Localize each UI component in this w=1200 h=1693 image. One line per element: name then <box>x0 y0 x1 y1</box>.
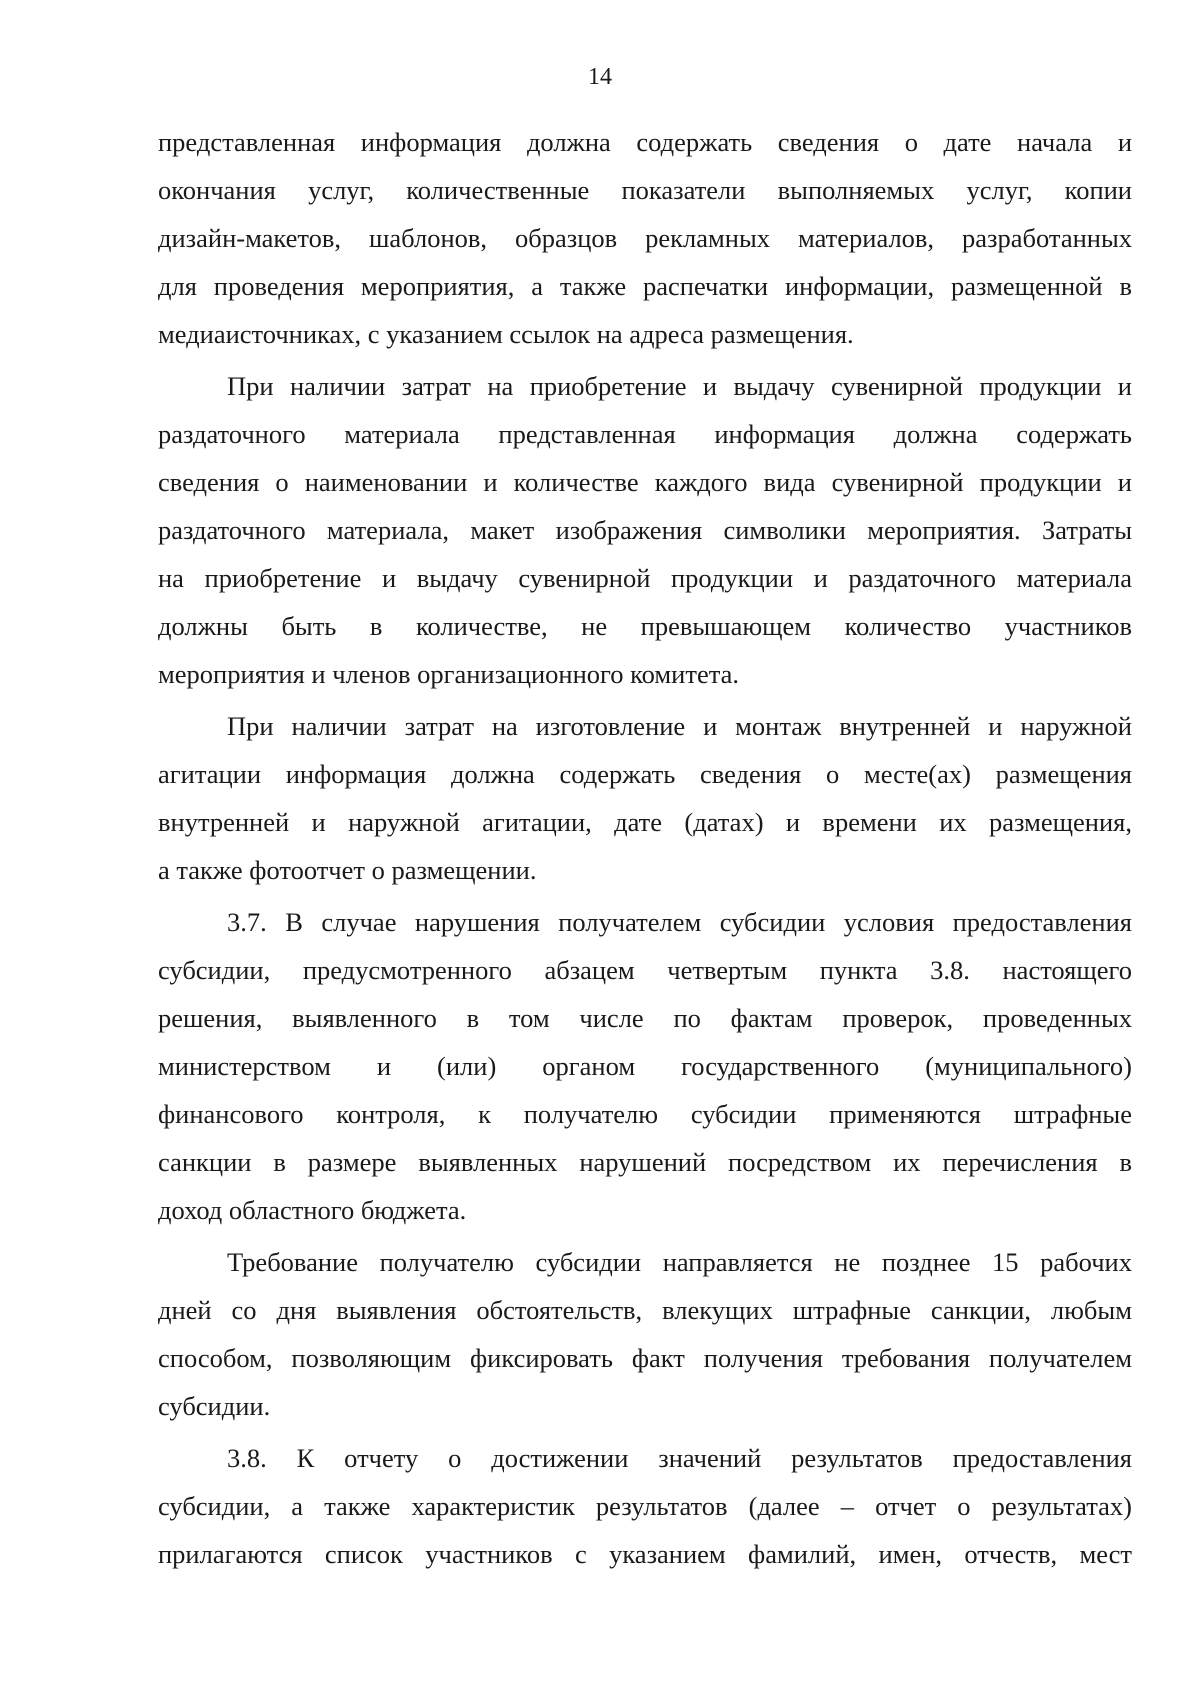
text-line: а также фотоотчет о размещении. <box>158 855 537 885</box>
text-line: доход областного бюджета. <box>158 1195 467 1225</box>
text-line: прилагаются список участников с указанием фамилий, имен, отчеств, мест <box>158 1539 1132 1569</box>
text-line: дизайн-макетов, шаблонов, образцов рекламных материалов, разработанных <box>158 223 1132 253</box>
text-line: агитации информация должна содержать сведения о месте(ах) размещения <box>158 759 1132 789</box>
text-line: санкции в размере выявленных нарушений посредством их перечисления в <box>158 1147 1132 1177</box>
text-line: сведения о наименовании и количестве каждого вида сувенирной продукции и <box>158 467 1132 497</box>
page-number: 14 <box>588 64 612 90</box>
text-line: мероприятия и членов организационного комитета. <box>158 659 739 689</box>
paragraph <box>158 702 1132 894</box>
text-line: субсидии, предусмотренного абзацем четвертым пункта 3.8. настоящего <box>158 955 1132 985</box>
text-line: медиаисточниках, с указанием ссылок на адреса размещения. <box>158 319 854 349</box>
text-line: Требование получателю субсидии направляется не позднее 15 рабочих <box>227 1247 1132 1277</box>
text-line: При наличии затрат на изготовление и монтаж внутренней и наружной <box>227 711 1132 741</box>
paragraph <box>158 898 1132 1234</box>
text-line: должны быть в количестве, не превышающем количество участников <box>158 611 1132 641</box>
text-line: способом, позволяющим фиксировать факт получения требования получателем <box>158 1343 1132 1373</box>
text-line: раздаточного материала представленная информация должна содержать <box>158 419 1132 449</box>
text-line: 3.8. К отчету о достижении значений результатов предоставления <box>227 1443 1132 1473</box>
paragraph <box>158 118 1132 358</box>
text-line: решения, выявленного в том числе по фактам проверок, проведенных <box>158 1003 1132 1033</box>
text-line: дней со дня выявления обстоятельств, влекущих штрафные санкции, любым <box>158 1295 1132 1325</box>
text-line: финансового контроля, к получателю субсидии применяются штрафные <box>158 1099 1132 1129</box>
text-line: При наличии затрат на приобретение и выдачу сувенирной продукции и <box>227 371 1132 401</box>
paragraph <box>158 362 1132 698</box>
text-line: на приобретение и выдачу сувенирной продукции и раздаточного материала <box>158 563 1132 593</box>
text-line: министерством и (или) органом государственного (муниципального) <box>158 1051 1132 1081</box>
text-line: субсидии, а также характеристик результатов (далее – отчет о результатах) <box>158 1491 1132 1521</box>
text-line: 3.7. В случае нарушения получателем субсидии условия предоставления <box>227 907 1132 937</box>
document-body <box>158 118 1132 1578</box>
text-line: внутренней и наружной агитации, дате (датах) и времени их размещения, <box>158 807 1132 837</box>
text-line: представленная информация должна содержать сведения о дате начала и <box>158 127 1132 157</box>
paragraph <box>158 1434 1132 1578</box>
paragraph <box>158 1238 1132 1430</box>
text-line: для проведения мероприятия, а также распечатки информации, размещенной в <box>158 271 1132 301</box>
text-line: окончания услуг, количественные показатели выполняемых услуг, копии <box>158 175 1132 205</box>
text-line: субсидии. <box>158 1391 271 1421</box>
text-line: раздаточного материала, макет изображения символики мероприятия. Затраты <box>158 515 1132 545</box>
